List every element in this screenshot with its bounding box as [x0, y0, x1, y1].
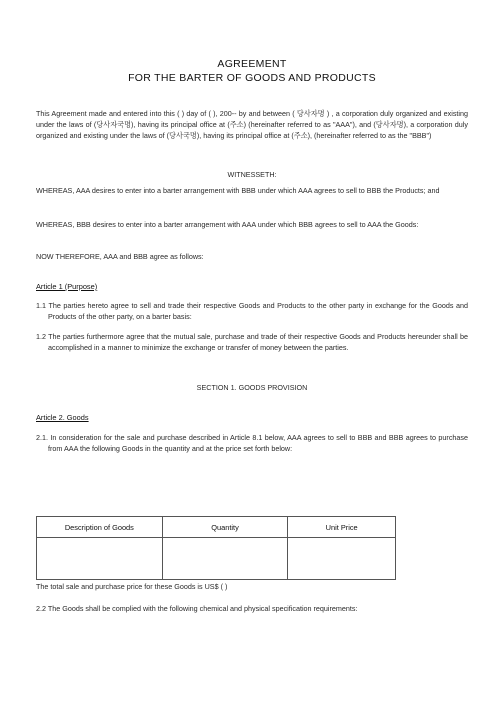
whereas-clause-1: WHEREAS, AAA desires to enter into a barter arrangement with BBB under which AAA agrees to sell to BBB the Products; and [36, 186, 440, 195]
goods-table-header-description: Description of Goods [37, 517, 163, 538]
intro-paragraph: This Agreement made and entered into this ( ) day of ( ), 200-- by and between ( 당사자명 ) , a corporation duly organized and existing under the laws of (당사자국명), having its principal office at (주소) (hereinafter referred to as "AAA"), and (당사자명), a corporation duly organized and existing under the laws of (당사국명), having its principal office at (주소), (hereinafter referred to as the "BBB") [36, 109, 468, 141]
goods-table [36, 516, 396, 580]
document-title-line2: FOR THE BARTER OF GOODS AND PRODUCTS [128, 72, 376, 84]
goods-table-header-row [37, 517, 396, 538]
witnesseth-heading: WITNESSETH: [227, 170, 277, 179]
goods-table-header-unit-price: Unit Price [288, 517, 396, 538]
goods-table-header-quantity: Quantity [162, 517, 288, 538]
clause-2-2: 2.2 The Goods shall be complied with the following chemical and physical specification requirements: [36, 604, 358, 613]
section-1-heading: SECTION 1. GOODS PROVISION [196, 383, 308, 392]
goods-table-cell-description [37, 538, 163, 580]
clause-2-1: 2.1. In consideration for the sale and purchase described in Article 8.1 below, AAA agrees to sell to BBB and BBB agrees to purchase from AAA the following Goods in the quantity and at the price set forth below: [36, 433, 468, 454]
article-1-heading: Article 1 (Purpose) [36, 282, 98, 291]
total-price-line: The total sale and purchase price for these Goods is US$ ( ) [36, 582, 228, 591]
goods-table-cell-quantity [162, 538, 288, 580]
document-title-line1: AGREEMENT [217, 58, 287, 70]
clause-1-1: 1.1 The parties hereto agree to sell and trade their respective Goods and Products to the other party in exchange for the Goods and Products of the other party, on a barter basis: [36, 301, 468, 322]
now-therefore-clause: NOW THEREFORE, AAA and BBB agree as follows: [36, 252, 204, 261]
goods-table-cell-unit-price [288, 538, 396, 580]
whereas-clause-2: WHEREAS, BBB desires to enter into a barter arrangement with AAA under which BBB agrees to sell to AAA the Goods: [36, 220, 419, 229]
clause-1-2: 1.2 The parties furthermore agree that the mutual sale, purchase and trade of their respective Goods and Products hereunder shall be accomplished in a manner to minimize the exchange or transfer of money between the parties. [36, 332, 468, 353]
goods-table-row [37, 538, 396, 580]
article-2-heading: Article 2. Goods [36, 413, 89, 422]
